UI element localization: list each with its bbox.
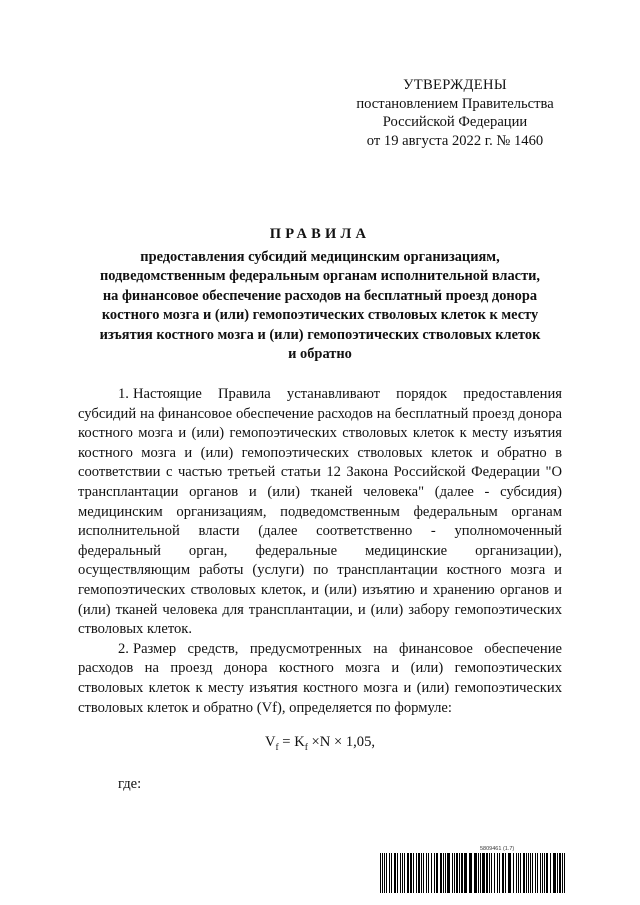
paragraph-number: 2. [118, 640, 129, 657]
approval-block [340, 76, 570, 150]
paragraph-text: Размер средств, предусмотренных на финансовое обеспечение расходов на проезд донора костного мозга и (или) гемопоэтических стволовых клеток к месту изъятия костного мозга и (или) гемопоэтических стволовых клеток и обратно (Vf), определяется по формуле: [78, 640, 562, 716]
paragraph-text: Настоящие Правила устанавливают порядок предоставления субсидий на финансовое обеспечение расходов на бесплатный проезд донора костного мозга и (или) гемопоэтических стволовых клеток к месту изъятия костного мозга и (или) гемопоэтических стволовых клеток и обратно в соответствии с частью третьей статьи 12 Закона Российской Федерации "О трансплантации органов и (или) тканей человека" (далее - субсидия) медицинским организациям, подведомственным федеральным органам исполнительной власти (далее соответственно - уполномоченный федеральный орган, федеральные медицинские организации), осуществляющим работы (услуги) по трансплантации костного мозга и гемопоэтических стволовых клеток, и (или) изъятию и хранению органов и (или) тканей человека для трансплантации, и (или) забору гемопоэтических стволовых клеток. [78, 386, 562, 638]
document-body [78, 385, 562, 718]
document-subtitle [78, 248, 562, 364]
document-code: 5809461 (1.7) [480, 846, 515, 852]
subtitle-line: на финансовое обеспечение расходов на бесплатный проезд донора [102, 287, 538, 304]
paragraph-2 [78, 640, 562, 718]
formula-k-subscript: f [304, 742, 308, 753]
barcode-icon [380, 853, 570, 893]
formula [0, 734, 640, 753]
subtitle-line: костного мозга и (или) гемопоэтических стволовых клеток к месту [101, 307, 539, 324]
subtitle-line: подведомственным федеральным органам исполнительной власти, [99, 268, 541, 285]
subtitle-line: предоставления субсидий медицинским организациям, [140, 249, 500, 265]
formula-v-subscript: f [275, 742, 279, 753]
document-title: ПРАВИЛА [269, 226, 371, 242]
approval-heading: УТВЕРЖДЕНЫ [403, 77, 507, 93]
where-label: где: [118, 776, 142, 792]
subtitle-line: и обратно [288, 346, 352, 363]
paragraph-number: 1. [118, 386, 129, 402]
formula-v: V [264, 734, 276, 750]
approval-line-2: Российской Федерации [382, 114, 528, 130]
formula-k: K [294, 734, 305, 750]
formula-rest: ×N × 1,05, [307, 734, 376, 750]
approval-line-3: от 19 августа 2022 г. № 1460 [366, 132, 544, 149]
paragraph-1 [78, 385, 562, 640]
formula-equals: = [278, 734, 295, 750]
approval-line-1: постановлением Правительства [356, 95, 554, 112]
subtitle-line: изъятия костного мозга и (или) гемопоэтических стволовых клеток [99, 326, 541, 343]
